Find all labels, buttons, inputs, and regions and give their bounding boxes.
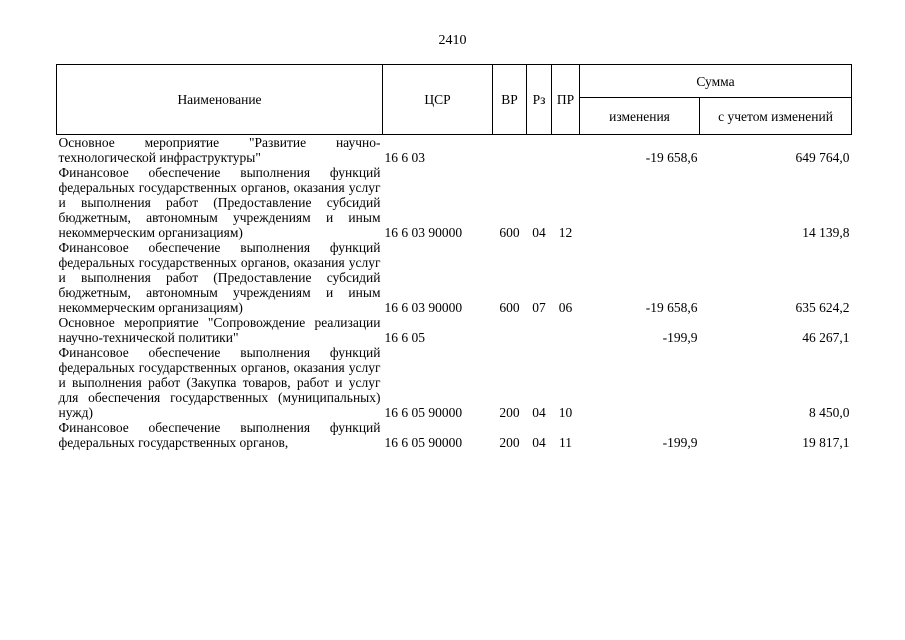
budget-table — [56, 64, 852, 450]
row-change: -19 658,6 — [645, 300, 698, 315]
header-change: изменения — [580, 98, 700, 135]
row-pr — [552, 135, 580, 166]
row-change: -19 658,6 — [645, 150, 698, 165]
row-pr: 12 — [558, 225, 573, 240]
page-number: 2410 — [438, 33, 467, 48]
row-csr: 16 6 05 — [384, 330, 425, 345]
row-change — [580, 345, 700, 420]
table-row — [57, 240, 852, 315]
table-row — [57, 165, 852, 240]
row-csr: 16 6 03 90000 — [384, 300, 463, 315]
row-vr: 200 — [499, 435, 520, 450]
row-rz: 04 — [532, 225, 546, 240]
row-rz: 04 — [532, 405, 546, 420]
table-row — [57, 420, 852, 450]
row-pr: 10 — [558, 405, 573, 420]
row-name: Финансовое обеспечение выполнения функций федеральных государственных органов, оказания услуг и выполнения работ (Предоставление субсидий бюджетным, автономным учреждениям и иным некоммерческим организациям) — [58, 240, 381, 315]
row-vr — [493, 135, 527, 166]
table-body — [57, 135, 852, 451]
row-pr: 06 — [558, 300, 573, 315]
row-change: -199,9 — [662, 330, 698, 345]
row-rz — [527, 315, 552, 345]
row-rz: 07 — [532, 300, 546, 315]
row-csr: 16 6 03 90000 — [384, 225, 463, 240]
table-header — [57, 65, 852, 135]
row-name: Основное мероприятие "Развитие научно-технологической инфраструктуры" — [58, 135, 381, 165]
row-total: 8 450,0 — [809, 405, 850, 420]
row-vr — [493, 315, 527, 345]
row-total: 649 764,0 — [795, 150, 850, 165]
row-total: 46 267,1 — [802, 330, 850, 345]
row-csr: 16 6 03 — [384, 150, 425, 165]
row-name: Финансовое обеспечение выполнения функций федеральных государственных органов, оказания услуг и выполнения работ (Закупка товаров, работ и услуг для обеспечения государственных (муниципальных) нужд) — [58, 345, 381, 420]
table-row — [57, 345, 852, 420]
row-name: Финансовое обеспечение выполнения функций федеральных государственных органов, оказания услуг и выполнения работ (Предоставление субсидий бюджетным, автономным учреждениям и иным некоммерческим организациям) — [58, 165, 381, 240]
table-row — [57, 315, 852, 345]
header-pr: ПР — [552, 65, 580, 135]
row-pr: 11 — [559, 435, 572, 450]
header-csr: ЦСР — [383, 65, 493, 135]
row-csr: 16 6 05 90000 — [384, 435, 463, 450]
table-row — [57, 135, 852, 166]
row-vr: 600 — [499, 300, 520, 315]
header-sum: Сумма — [580, 65, 852, 98]
header-rz: Рз — [527, 65, 552, 135]
row-pr — [552, 315, 580, 345]
row-name: Основное мероприятие "Сопровождение реализации научно-технической политики" — [58, 315, 381, 345]
row-vr: 200 — [499, 405, 520, 420]
header-name: Наименование — [57, 65, 383, 135]
row-csr: 16 6 05 90000 — [384, 405, 463, 420]
row-change — [580, 165, 700, 240]
row-vr: 600 — [499, 225, 520, 240]
row-name: Финансовое обеспечение выполнения функций федеральных государственных органов, — [58, 420, 381, 450]
row-rz — [527, 135, 552, 166]
row-total: 635 624,2 — [795, 300, 850, 315]
header-total: с учетом изменений — [700, 98, 852, 135]
row-rz: 04 — [532, 435, 546, 450]
header-vr: ВР — [493, 65, 527, 135]
row-total: 14 139,8 — [802, 225, 850, 240]
row-change: -199,9 — [662, 435, 698, 450]
row-total: 19 817,1 — [802, 435, 850, 450]
